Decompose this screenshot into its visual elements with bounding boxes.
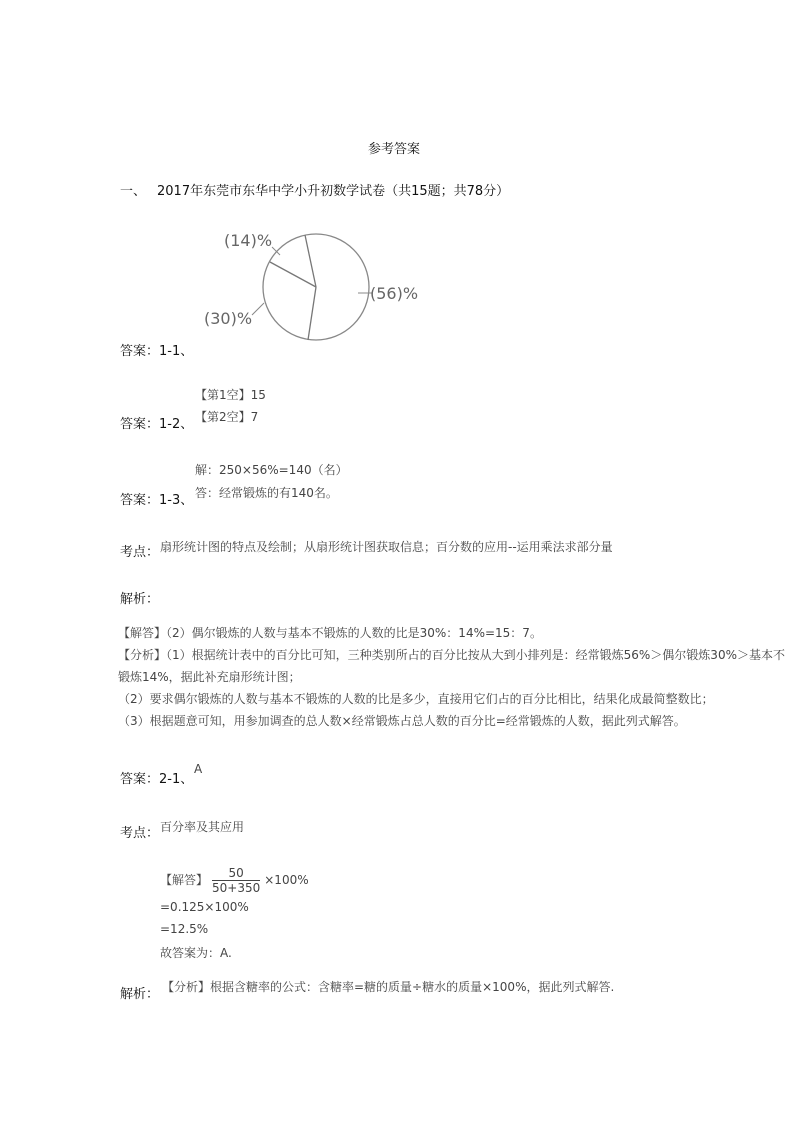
kaodian-text: 扇形统计图的特点及绘制；从扇形统计图获取信息；百分数的应用--运用乘法求部分量 [160, 540, 613, 554]
solution-prefix: 【解答】 [160, 873, 209, 887]
blank-2: 【第2空】7 [195, 410, 259, 424]
jiexi-line: （3）根据题意可知，用参加调查的总人数×经常锻炼占总人数的百分比=经常锻炼的人数，据此列式解答。 [118, 714, 686, 728]
pie-chart [200, 225, 440, 350]
answer-label: 答案：1-1、 [120, 344, 194, 359]
page-title: 参考答案 [368, 142, 421, 157]
slice-label-30: (30)% [204, 309, 253, 328]
solution-line: 解：250×56%=140（名） [195, 463, 348, 477]
section-index: 一、 [120, 184, 147, 199]
pie-divider [270, 262, 316, 287]
jiexi-label: 解析： [120, 987, 160, 1002]
solution-suffix: ×100% [264, 873, 309, 887]
solution-formula [160, 866, 309, 895]
solution-line: =12.5% [160, 922, 209, 936]
kaodian-label: 考点： [120, 545, 160, 560]
solution-line: =0.125×100% [160, 900, 249, 914]
fraction [212, 866, 260, 895]
kaodian-label: 考点： [120, 826, 160, 841]
numerator: 50 [212, 866, 260, 881]
slice-label-56: (56)% [370, 284, 419, 303]
answer-label: 答案：1-2、 [120, 417, 194, 432]
kaodian-text: 百分率及其应用 [160, 820, 245, 834]
blank-1: 【第1空】15 [195, 388, 266, 402]
slice-label-14: (14)% [224, 231, 273, 250]
label-tick [272, 247, 280, 255]
jiexi-line: 锻炼14%，据此补充扇形统计图； [118, 670, 301, 684]
section-heading: 2017年东莞市东华中学小升初数学试卷（共15题；共78分） [157, 184, 510, 199]
jiexi-text: 【分析】根据含糖率的公式：含糖率=糖的质量÷糖水的质量×100%，据此列式解答. [162, 980, 615, 994]
pie-divider [308, 287, 316, 340]
label-tick [252, 303, 264, 315]
jiexi-line: （2）要求偶尔锻炼的人数与基本不锻炼的人数的比是多少，直接用它们占的百分比相比，结果化成最简整数比； [118, 692, 714, 706]
jiexi-line: 【解答】（2）偶尔锻炼的人数与基本不锻炼的人数的比是30%：14%=15：7。 [118, 626, 542, 640]
jiexi-label: 解析： [120, 592, 160, 607]
solution-line: 答：经常锻炼的有140名。 [195, 486, 338, 500]
pie-divider [305, 235, 316, 287]
answer-value: A [194, 762, 203, 776]
denominator: 50+350 [212, 881, 261, 895]
answer-label: 答案：2-1、 [120, 772, 194, 787]
solution-line: 故答案为：A. [160, 946, 232, 960]
jiexi-line: 【分析】（1）根据统计表中的百分比可知，三种类别所占的百分比按从大到小排列是：经常锻炼56%＞偶尔锻炼30%＞基本不 [118, 648, 785, 662]
answer-label: 答案：1-3、 [120, 493, 194, 508]
